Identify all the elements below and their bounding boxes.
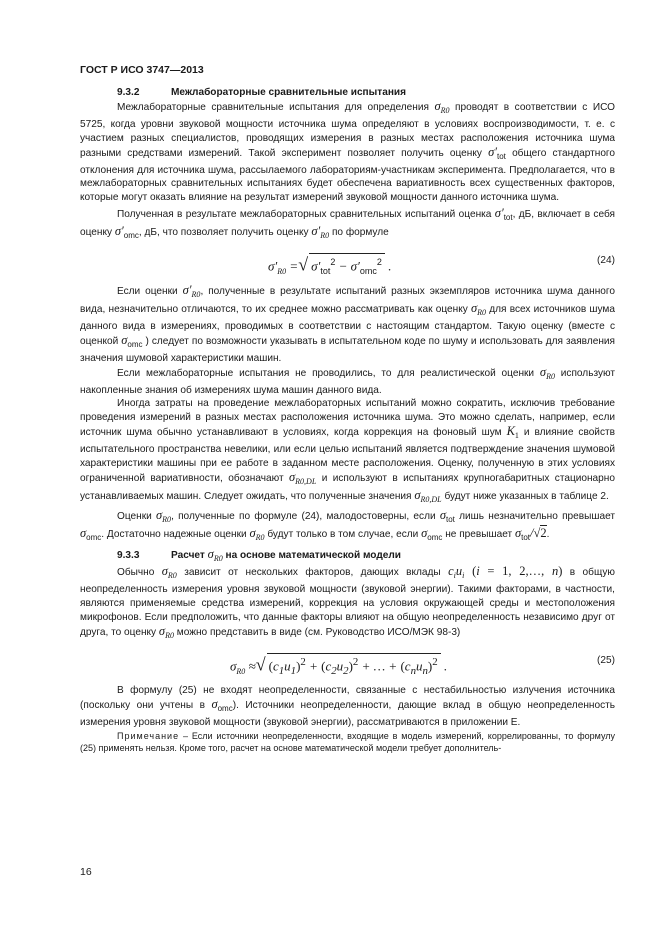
- note: [80, 730, 615, 755]
- section-heading-9-3-2: [80, 86, 615, 100]
- sigma-omc-symbol: $\sigma_{omc}$: [421, 525, 443, 542]
- paragraph-2: Полученная в результате межлабораторных сравнительных испытаний оценка $\sigma'_{tot}$, дБ, включает в себя оценку $\sigma'_{omc}$, дБ, что позволяет получить оценку $\sigma'_{R0}$ по формуле: [80, 206, 615, 241]
- equation-24-number: (24): [597, 255, 615, 267]
- sigma-r0-prime-symbol: $\sigma'_{R0}$: [311, 224, 330, 241]
- sigma-r0-dl-symbol: $\sigma_{R0,DL}$: [414, 487, 442, 504]
- note-text: – Если источники неопределенности, входящие в модель измерений, коррелированны, то формулу (25) применять нельзя. Кроме того, расчет на основе математической модели требует дополнитель-: [80, 730, 615, 754]
- equation-25-formula: $\sigma_{R0}$ ≈√ $(c_1u_1)^2 + (c_2u_2)^2$ + … + $(c_nu_n)^2$ .: [230, 654, 448, 677]
- document-header: ГОСТ Р ИСО 3747—2013: [80, 64, 204, 76]
- sigma-tot-prime-symbol: $\sigma'_{tot}$: [488, 144, 506, 161]
- paragraph-3: Если оценки $\sigma'_{R0}$, полученные в результате испытаний разных экземпляров источника шума данного вида, незначительно отличаются, то их среднее можно рассматривать как оценку $\sigma_{R0}$ для всех источников шума данного вида в измерениях, проводимых в соответствии с настоящим стандартом. Такую оценку (вместе с оценкой $\sigma_{omc}$ ) следует по возможности указывать в испытательном коде по шуму и использовать для заявления значения шумовой характеристики машин.: [80, 283, 615, 364]
- sigma-omc-symbol: $\sigma_{omc}$: [80, 525, 102, 542]
- sigma-tot-over-sqrt2: $\sigma_{tot}/√2$: [514, 525, 547, 542]
- section-number: 9.3.2: [117, 87, 140, 98]
- equation-24-formula: $\sigma'_{R0}$ =√ $\sigma'_{tot}^2 - \sigma'_{omc}^2$ .: [268, 253, 391, 279]
- page-content: [80, 86, 615, 755]
- sigma-r0-symbol: $\sigma_{R0}$: [434, 98, 450, 115]
- section-title: Межлабораторные сравнительные испытания: [171, 87, 407, 98]
- sigma-r0-symbol: $\sigma_{R0}$: [161, 564, 177, 581]
- paragraph-5: Иногда затраты на проведение межлабораторных испытаний можно сократить, исключив требование проведения измерений в разных местах расположения источника шума. Это можно сделать, например, если источник шума обычно устанавливают в условиях, когда коррекция на фоновый шум $K_1$ и влияние свойств испытательного пространства невелики, или если целью испытаний является подтверждение значения шумовой характеристики машины при ее работе в заданном месте расположения. Оценку, полученную в этих условиях ограниченной вариативности, обозначают $\sigma_{R0,DL}$ и используют в испытаниях крупногабаритных стационарно устанавливаемых машин. Следует ожидать, что полученные значения $\sigma_{R0,DL}$ будут ниже указанных в таблице 2.: [80, 398, 615, 504]
- sigma-r0-symbol: $\sigma_{R0}$: [539, 364, 555, 381]
- sigma-r0-symbol: $\sigma_{R0}$: [158, 624, 174, 641]
- sigma-r0-dl-symbol: $\sigma_{R0,DL}$: [288, 469, 317, 486]
- section-heading-9-3-3: 9.3.3 Расчет $\sigma_{R0}$ на основе математической модели: [117, 546, 401, 563]
- section-number: 9.3.3: [117, 549, 140, 561]
- sigma-tot-symbol: $\sigma_{tot}$: [439, 507, 455, 524]
- paragraph-4: Если межлабораторные испытания не проводились, то для реалистической оценки $\sigma_{R0}$ используют накопленные знания об измерениях шума машин данного вида.: [80, 364, 615, 396]
- ci-ui-symbol: $c_iu_i$ (i = 1, 2,…, n): [448, 564, 563, 581]
- sigma-r0-symbol: $\sigma_{R0}$: [207, 546, 223, 563]
- paragraph-1: Межлабораторные сравнительные испытания для определения $\sigma_{R0}$ проводят в соответствии с ИСО 5725, когда уровни звуковой мощности источника шума определяют в условиях воспроизводимости, т. е. с участием разных специалистов, проводящих измерения в разных местах расположения источника шума разными средствами измерений. Такой эксперимент позволяет получить оценку $\sigma'_{tot}$ общего стандартного отклонения для источника шума, рассылаемого лабораториям-участникам эксперимента. Предполагается, что в межлабораторных сравнительных испытаниях будет обеспечена вариативность всех существенных факторов, которые могут оказать влияние на результат измерений звуковой мощности данного источника шума.: [80, 98, 616, 204]
- sigma-omc-prime-symbol: $\sigma'_{omc}$: [114, 224, 139, 241]
- sigma-r0-symbol: $\sigma_{R0}$: [156, 507, 172, 524]
- sigma-omc-symbol: $\sigma_{omc}$: [211, 696, 233, 713]
- sigma-omc-symbol: $\sigma_{omc}$: [121, 332, 143, 349]
- page-number: 16: [80, 866, 92, 878]
- k1-symbol: $K_1$: [506, 424, 519, 441]
- sigma-tot-prime-symbol: $\sigma'_{tot}$: [494, 206, 513, 223]
- equation-25-number: (25): [597, 655, 615, 666]
- equation-25: [80, 648, 615, 678]
- sigma-r0-symbol: $\sigma_{R0}$: [470, 300, 487, 317]
- paragraph-7: Обычно $\sigma_{R0}$ зависит от нескольких факторов, дающих вклады $c_iu_i$ (i = 1, 2,…, n) в общую неопределенность измерения уровня звуковой мощности (звуковой энергии). Такими факторами, в частности, являются применяемые средства измерений, коррекция на условия окружающей среды и местоположения микрофонов. Если предположить, что данные факторы влияют на общую неопределенность независимо друг от друга, то оценку $\sigma_{R0}$ можно представить в виде (см. Руководство ИСО/МЭК 98-3): [80, 564, 615, 641]
- equation-24: [80, 248, 615, 278]
- paragraph-8: В формулу (25) не входят неопределенности, связанные с нестабильностью излучения источника (поскольку они учтены в $\sigma_{omc}$). Источники неопределенности, дающие вклад в общую неопределенность измерения уровня звуковой мощности (звуковой энергии), рассматриваются в приложении Е.: [80, 685, 616, 728]
- paragraph-6: Оценки $\sigma_{R0}$, полученные по формуле (24), малодостоверны, если $\sigma_{tot}$ лишь незначительно превышает $\sigma_{omc}$. Достаточно надежные оценки $\sigma_{R0}$ будут только в том случае, если $\sigma_{omc}$ не превышает $\sigma_{tot}/√2$.: [80, 507, 615, 542]
- sigma-r0-symbol: $\sigma_{R0}$: [249, 525, 265, 542]
- note-label: Примечание: [117, 730, 180, 741]
- sigma-r0-prime-symbol: $\sigma'_{R0}$: [182, 283, 201, 300]
